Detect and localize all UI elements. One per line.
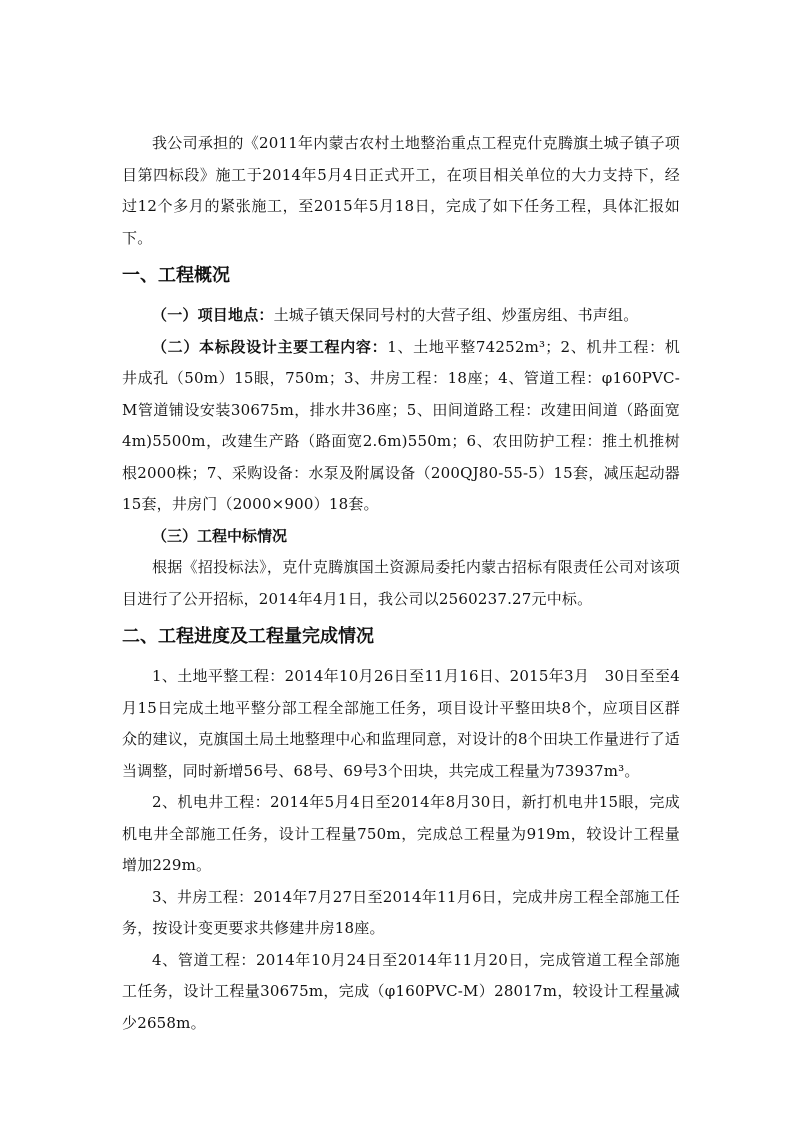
bid-paragraph: 根据《招投标法》，克什克腾旗国土资源局委托内蒙古招标有限责任公司对该项目进行了公开招标，2014年4月1日，我公司以2560237.27元中标。: [122, 558, 680, 608]
document-page: [122, 128, 680, 1039]
progress-item-pipelines: 4、管道工程：2014年10月24日至2014年11月20日，完成管道工程全部施工任务，设计工程量30675m，完成（φ160PVC-M）28017m，较设计工程量减少2658m。: [122, 950, 680, 1032]
progress-item-well-houses: 3、井房工程：2014年7月27日至2014年11月6日，完成井房工程全部施工任务，按设计变更要求共修建井房18座。: [122, 887, 680, 937]
progress-item-wells: 2、机电井工程：2014年5月4日至2014年8月30日，新打机电井15眼，完成机电井全部施工任务，设计工程量750m，完成总工程量为919m，较设计工程量增加229m。: [122, 793, 680, 874]
bid-heading: （三）工程中标情况: [152, 526, 288, 545]
progress-item-land-leveling: 1、土地平整工程：2014年10月26日至11月16日、2015年3月 30日至至4月15日完成土地平整分部工程全部施工任务，项目设计平整田块8个，应项目区群众的建议，克旗国土局土地整理中心和监理同意，对设计的8个田块工作量进行了适当调整，同时新增56号、68号、69号3个田块，共完成工程量为73937m³。: [122, 667, 680, 780]
design-content-label: （二）本标段设计主要工程内容：: [152, 337, 388, 356]
project-location-paragraph: [122, 300, 680, 332]
section-2-heading: 二、工程进度及工程量完成情况: [122, 626, 374, 647]
project-location-text: 土城子镇天保同号村的大营子组、炒蛋房组、书声组。: [273, 306, 639, 324]
design-content-text: 1、土地平整74252m³；2、机井工程：机井成孔（50m）15眼，750m；3、井房工程：18座；4、管道工程：φ160PVC-M管道铺设安装30675m，排水井36座；5、田间道路工程：改建田间道（路面宽4m)5500m，改建生产路（路面宽2.6m)550m；6、农田防护工程：推土机推树根2000株；7、采购设备：水泵及附属设备（200QJ80-55-5）15套，减压起动器15套，井房门（2000×900）18套。: [122, 337, 680, 513]
section-1-heading: 一、工程概况: [122, 265, 230, 286]
design-content-paragraph: [122, 332, 680, 521]
intro-paragraph: 我公司承担的《2011年内蒙古农村土地整治重点工程克什克腾旗土城子镇子项目第四标段》施工于2014年5月4日正式开工，在项目相关单位的大力支持下，经过12个多月的紧张施工，至2015年5月18日，完成了如下任务工程，具体汇报如下。: [122, 134, 680, 247]
project-location-label: （一）项目地点：: [152, 306, 274, 324]
